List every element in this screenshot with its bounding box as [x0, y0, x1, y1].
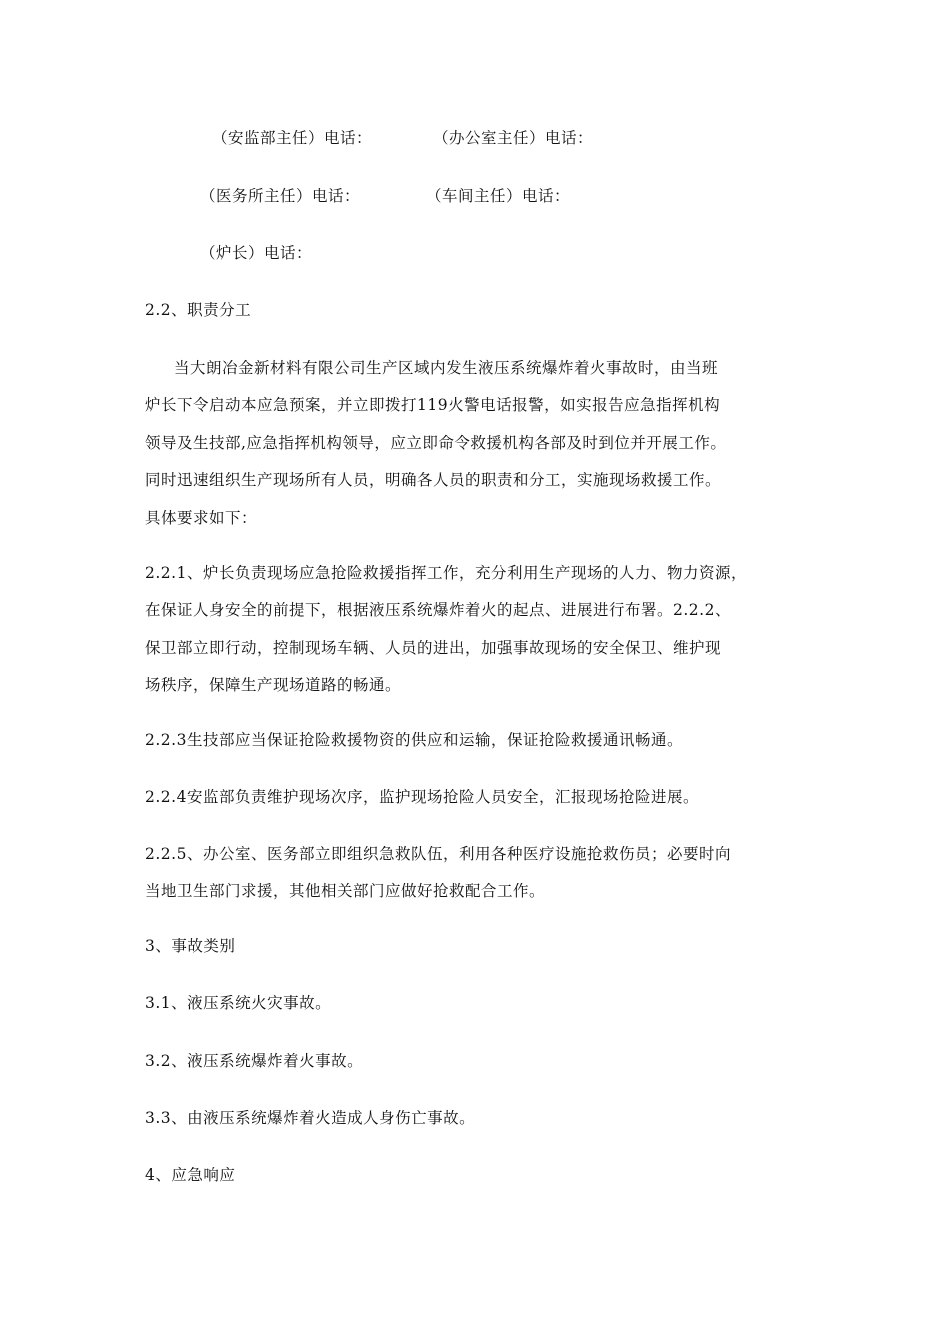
section-heading-3: 3、事故类别 — [145, 937, 236, 955]
list-item-3-2: 3.2、液压系统爆炸着火事故。 — [145, 1052, 364, 1070]
paragraph-line: 场秩序，保障生产现场道路的畅通。 — [145, 676, 402, 694]
list-item-3-3: 3.3、由液压系统爆炸着火造成人身伤亡事故。 — [145, 1109, 476, 1127]
paragraph-line: 保卫部立即行动，控制现场车辆、人员的进出，加强事故现场的安全保卫、维护现 — [145, 639, 722, 657]
paragraph-line: 具体要求如下： — [145, 509, 258, 527]
contact-line-1a: （安监部主任）电话： — [212, 129, 373, 147]
contact-line-2a: （医务所主任）电话： — [200, 187, 361, 205]
contact-line-2b: （车间主任）电话： — [426, 187, 571, 205]
paragraph-line: 当大朗冶金新材料有限公司生产区域内发生液压系统爆炸着火事故时，由当班 — [174, 359, 719, 377]
paragraph-line: 领导及生技部,应急指挥机构领导，应立即命令救援机构各部及时到位并开展工作。 — [145, 434, 727, 452]
section-heading-4: 4、应急响应 — [145, 1166, 236, 1184]
paragraph-line: 同时迅速组织生产现场所有人员，明确各人员的职责和分工，实施现场救援工作。 — [145, 471, 722, 489]
paragraph-line: 在保证人身安全的前提下，根据液压系统爆炸着火的起点、进展进行布署。2.2.2、 — [145, 601, 731, 619]
paragraph-2-2-3: 2.2.3生技部应当保证抢险救援物资的供应和运输，保证抢险救援通讯畅通。 — [145, 731, 683, 749]
paragraph-line: 2.2.1、炉长负责现场应急抢险救援指挥工作，充分利用生产现场的人力、物力资源， — [145, 564, 747, 582]
paragraph-line: 炉长下令启动本应急预案，并立即拨打119火警电话报警，如实报告应急指挥机构 — [145, 396, 721, 414]
paragraph-line: 当地卫生部门求援，其他相关部门应做好抢救配合工作。 — [145, 882, 546, 900]
paragraph-2-2-4: 2.2.4安监部负责维护现场次序，监护现场抢险人员安全，汇报现场抢险进展。 — [145, 788, 699, 806]
paragraph-line: 2.2.5、办公室、医务部立即组织急救队伍，利用各种医疗设施抢救伤员；必要时向 — [145, 845, 731, 863]
section-heading-2-2: 2.2、职责分工 — [145, 301, 252, 319]
contact-line-3a: （炉长）电话： — [200, 244, 313, 262]
list-item-3-1: 3.1、液压系统火灾事故。 — [145, 994, 332, 1012]
contact-line-1b: （办公室主任）电话： — [433, 129, 594, 147]
